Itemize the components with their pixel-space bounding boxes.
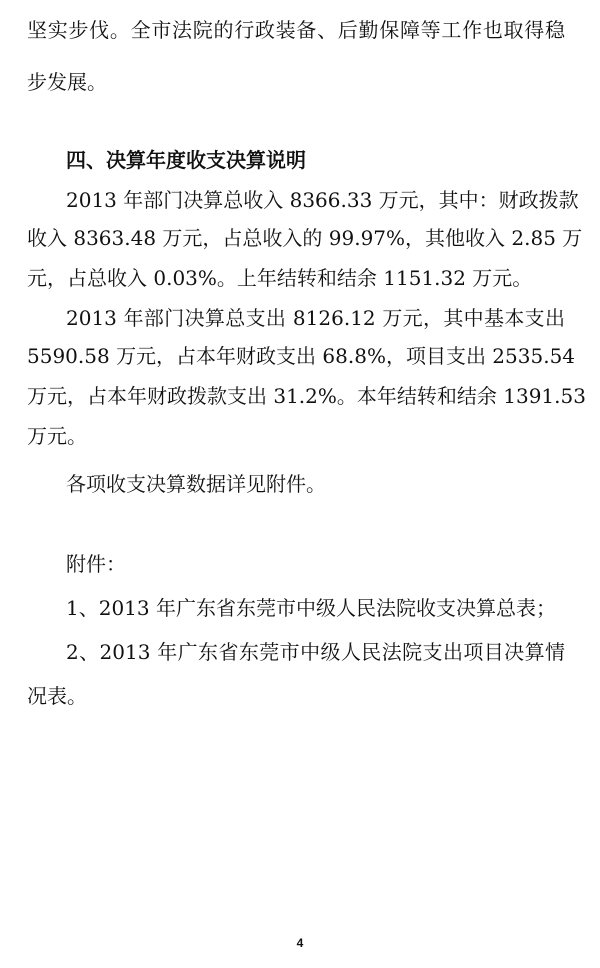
section-heading: 四、决算年度收支决算说明 — [66, 148, 306, 172]
body-text-line: 万元。 — [27, 424, 87, 448]
body-text-line: 元，占总收入 0.03%。上年结转和结余 1151.32 万元。 — [27, 266, 533, 290]
body-text-line: 各项收支决算数据详见附件。 — [66, 472, 326, 496]
body-text-line: 收入 8363.48 万元，占总收入的 99.97%，其他收入 2.85 万 — [27, 226, 583, 250]
body-text-line: 2013 年部门决算总收入 8366.33 万元，其中：财政拨款 — [66, 188, 579, 212]
attachment-heading: 附件： — [66, 552, 126, 576]
body-text-line: 5590.58 万元，占本年财政支出 68.8%，项目支出 2535.54 — [27, 344, 576, 368]
attachment-item: 1、2013 年广东省东莞市中级人民法院收支决算总表； — [66, 596, 556, 620]
page-number: 4 — [296, 936, 304, 950]
attachment-item: 2、2013 年广东省东莞市中级人民法院支出项目决算情 — [66, 640, 565, 664]
attachment-item-continuation: 况表。 — [27, 684, 87, 708]
body-text-line: 万元，占本年财政拨款支出 31.2%。本年结转和结余 1391.53 — [27, 384, 586, 408]
body-text-line: 2013 年部门决算总支出 8126.12 万元，其中基本支出 — [66, 306, 565, 330]
body-text-line: 坚实步伐。全市法院的行政装备、后勤保障等工作也取得稳 — [27, 18, 565, 42]
body-text-line: 步发展。 — [27, 70, 107, 94]
